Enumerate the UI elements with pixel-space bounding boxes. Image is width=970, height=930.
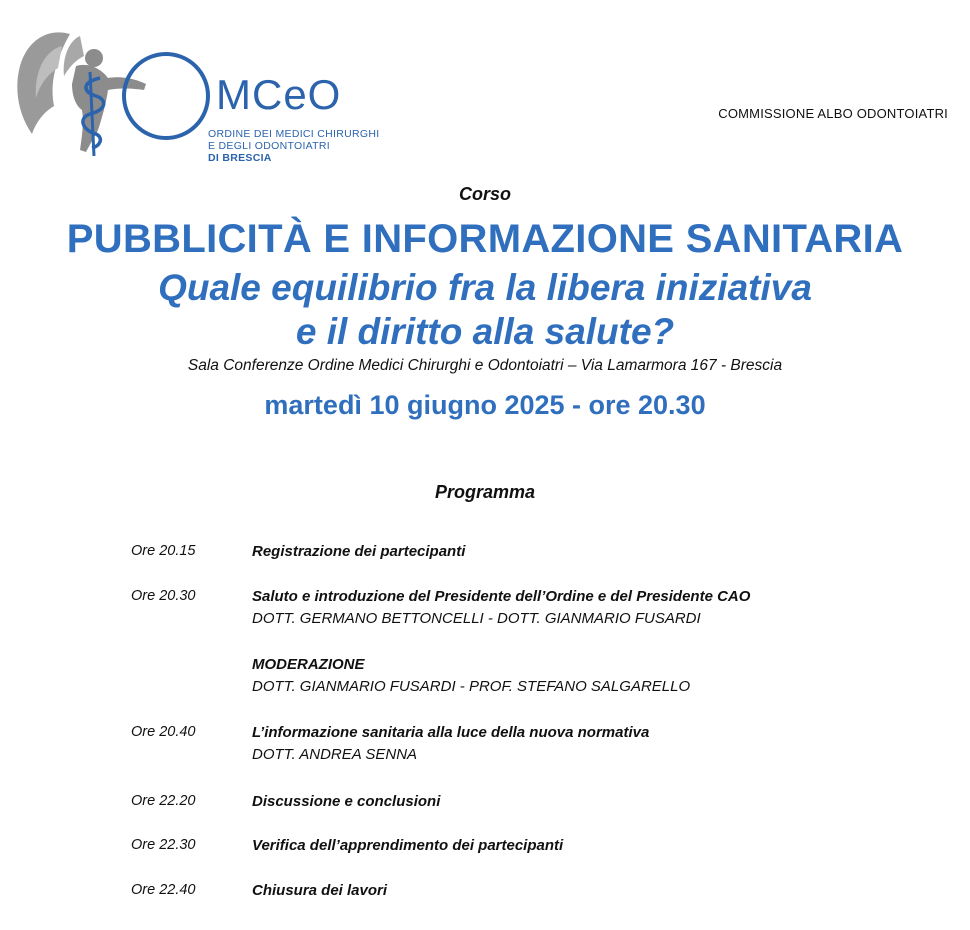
program-time: Ore 20.40 bbox=[131, 724, 196, 740]
program-title: Registrazione dei partecipanti bbox=[252, 543, 466, 560]
program-speakers: DOTT. ANDREA SENNA bbox=[252, 746, 418, 763]
program-time: Ore 22.30 bbox=[131, 837, 196, 853]
program-title: L’informazione sanitaria alla luce della nuova normativa bbox=[252, 724, 650, 741]
subtitle-line-1: Quale equilibrio fra la libera iniziativa bbox=[158, 267, 812, 308]
program-title: Discussione e conclusioni bbox=[252, 793, 441, 810]
program-speakers: DOTT. GERMANO BETTONCELLI - DOTT. GIANMARIO FUSARDI bbox=[252, 610, 701, 627]
commission-label: COMMISSIONE ALBO ODONTOIATRI bbox=[718, 106, 948, 121]
program-title: Saluto e introduzione del Presidente dell’Ordine e del Presidente CAO bbox=[252, 588, 751, 605]
omceo-logo bbox=[10, 26, 390, 164]
logo-title: MCeO bbox=[216, 71, 342, 118]
logo-subtitle-line: E DEGLI ODONTOIATRI bbox=[208, 140, 330, 152]
logo-subtitle-line: ORDINE DEI MEDICI CHIRURGHI bbox=[208, 128, 380, 140]
program-title: Verifica dell’apprendimento dei partecipanti bbox=[252, 837, 564, 854]
program-title: Chiusura dei lavori bbox=[252, 882, 388, 899]
page-title: PUBBLICITÀ E INFORMAZIONE SANITARIA bbox=[66, 217, 904, 261]
subtitle-line-2: e il diritto alla salute? bbox=[295, 311, 675, 352]
logo-subtitle-line: DI BRESCIA bbox=[208, 152, 272, 164]
venue-text: Sala Conferenze Ordine Medici Chirurghi e Odontoiatri – Via Lamarmora 167 - Brescia bbox=[187, 357, 783, 374]
program-time: Ore 22.40 bbox=[131, 882, 196, 898]
program-time: Ore 20.30 bbox=[131, 588, 196, 604]
program-time: Ore 22.20 bbox=[131, 793, 196, 809]
program-title: MODERAZIONE bbox=[252, 656, 365, 673]
event-date: martedì 10 giugno 2025 - ore 20.30 bbox=[264, 390, 706, 420]
angel-emblem-icon bbox=[10, 26, 210, 158]
course-label: Corso bbox=[458, 184, 511, 204]
program-time: Ore 20.15 bbox=[131, 543, 196, 559]
program-heading: Programma bbox=[434, 482, 536, 502]
program-speakers: DOTT. GIANMARIO FUSARDI - PROF. STEFANO SALGARELLO bbox=[252, 678, 691, 695]
